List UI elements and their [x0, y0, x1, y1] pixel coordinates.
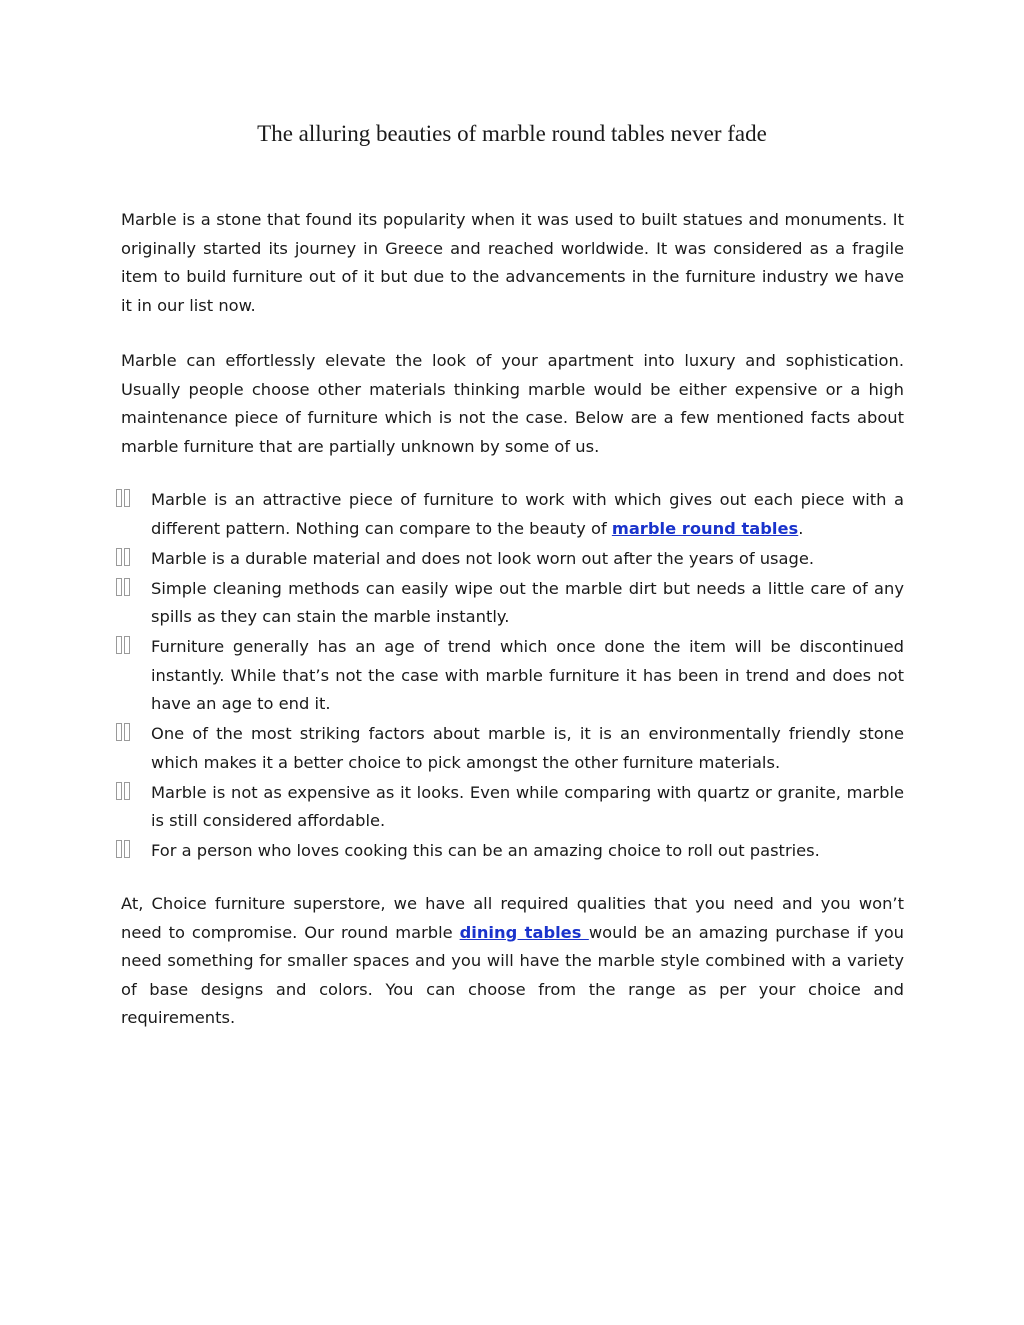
missing-glyph-box-icon [116, 489, 134, 509]
missing-glyph-box-icon [116, 782, 134, 802]
list-item-text: For a person who loves cooking this can be an amazing choice to roll out pastries. [151, 841, 820, 860]
list-item-text: Marble is an attractive piece of furniture to work with which gives out each piece with a different pattern. Nothing can compare to the beauty of [151, 490, 904, 538]
list-item [116, 486, 904, 543]
paragraph-elevate: Marble can effortlessly elevate the look of your apartment into luxury and sophistication. Usually people choose other materials thinking marble would be either expensive or a high maintenance piece of furniture which is not the case. Below are a few mentioned facts about marble furniture that are partially unknown by some of us. [121, 351, 904, 456]
paragraph-text: At, Choice furniture superstore, we have all required qualities that you need and you won’t need to compromise. Our round marble [121, 894, 904, 942]
missing-glyph-box-icon [116, 840, 134, 860]
list-item-text: Marble is a durable material and does not look worn out after the years of usage. [151, 548, 815, 568]
list-item-text: Marble is not as expensive as it looks. Even while comparing with quartz or granite, marble is still considered affordable. [151, 782, 904, 830]
list-item [116, 575, 904, 632]
paragraph-text: would be an amazing purchase if you need something for smaller spaces and you will have the marble style combined with a variety of base designs and colors. You can choose from the range as per your choice and requirements. [121, 922, 904, 1027]
list-item-text: One of the most striking factors about marble is, it is an environmentally friendly stone which makes it a better choice to pick amongst the other furniture materials. [151, 724, 904, 772]
list-item [116, 545, 904, 574]
missing-glyph-box-icon [116, 578, 134, 598]
missing-glyph-box-icon [116, 548, 134, 568]
list-item [116, 779, 904, 836]
list-item [116, 837, 904, 866]
list-item-text: Simple cleaning methods can easily wipe out the marble dirt but needs a little care of any spills as they can stain the marble instantly. [151, 578, 904, 626]
paragraph-intro: Marble is a stone that found its popularity when it was used to built statues and monuments. It originally started its journey in Greece and reached worldwide. It was considered as a fragile item to build furniture out of it but due to the advancements in the furniture industry we have it in our list now. [121, 210, 904, 315]
missing-glyph-box-icon [116, 723, 134, 743]
marble-round-tables-link[interactable]: marble round tables [611, 518, 799, 538]
facts-list [116, 486, 904, 867]
list-item-text: Furniture generally has an age of trend which once done the item will be discontinued instantly. While that’s not the case with marble furniture it has been in trend and does not have an age to end it. [151, 637, 904, 713]
paragraph-conclusion [121, 890, 904, 1033]
document-title: The alluring beauties of marble round tables never fade [257, 121, 767, 146]
list-item [116, 720, 904, 777]
list-item-text: . [798, 518, 804, 538]
list-item [116, 633, 904, 719]
dining-tables-link[interactable]: dining tables [459, 922, 589, 942]
missing-glyph-box-icon [116, 636, 134, 656]
